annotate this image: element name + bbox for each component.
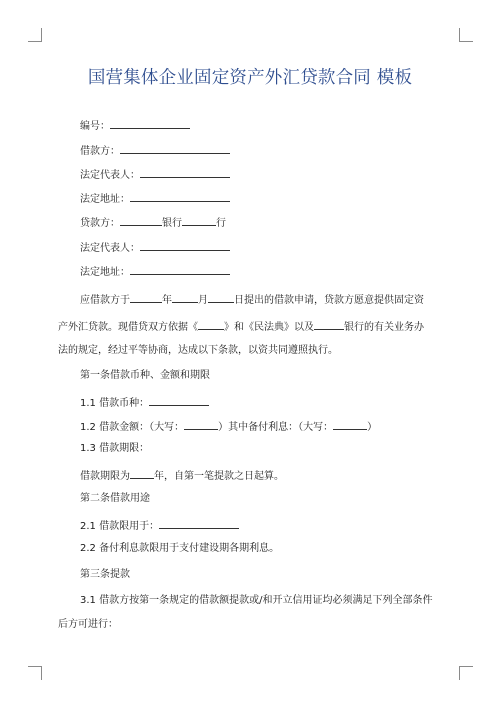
blank-line[interactable] bbox=[130, 190, 230, 202]
field-lender bbox=[80, 214, 226, 231]
blank-line[interactable] bbox=[172, 291, 198, 303]
blank-line[interactable] bbox=[159, 517, 239, 529]
preamble-text: 应借款方于 bbox=[80, 295, 130, 306]
blank-line[interactable] bbox=[314, 318, 344, 330]
blank-line[interactable] bbox=[182, 214, 216, 226]
clause-text: ）其中备付利息：（大写： bbox=[218, 422, 334, 433]
clause-text: ） bbox=[367, 422, 378, 433]
clause-text: 1.2 借款金额：（大写： bbox=[80, 422, 185, 433]
field-label: 编号： bbox=[80, 121, 110, 132]
blank-line[interactable] bbox=[333, 418, 367, 430]
blank-line[interactable] bbox=[198, 318, 224, 330]
field-label: 贷款方： bbox=[80, 218, 120, 229]
preamble-text: 年 bbox=[162, 295, 172, 306]
article-3-heading: 第三条提款 bbox=[80, 569, 130, 580]
blank-line[interactable] bbox=[184, 418, 218, 430]
article-1-item-2 bbox=[80, 418, 377, 435]
field-contract-number bbox=[80, 117, 190, 134]
clause-text: 年，自第一笔提款之日起算。 bbox=[154, 471, 284, 482]
clause-text: 1.1 借款币种： bbox=[80, 398, 150, 409]
field-label: 法定代表人： bbox=[80, 243, 140, 254]
article-1-heading: 第一条借款币种、金额和期限 bbox=[80, 370, 210, 381]
field-label: 法定地址： bbox=[80, 267, 130, 278]
field-label: 法定代表人： bbox=[80, 170, 140, 181]
clause-text: 借款期限为 bbox=[80, 471, 130, 482]
blank-line[interactable] bbox=[120, 142, 230, 154]
document-title: 国营集体企业固定资产外汇贷款合同 模板 bbox=[87, 68, 413, 88]
crop-mark-top-left bbox=[28, 28, 42, 42]
blank-line[interactable] bbox=[130, 291, 162, 303]
field-label: 行 bbox=[216, 218, 226, 229]
preamble-line-1 bbox=[80, 291, 424, 308]
article-3-item-1-line-2: 后方可进行： bbox=[58, 619, 118, 630]
blank-line[interactable] bbox=[120, 214, 162, 226]
preamble-text: 》和《民法典》以及 bbox=[224, 322, 314, 333]
preamble-text: 产外汇贷款。现借贷双方依据《 bbox=[58, 322, 198, 333]
blank-line[interactable] bbox=[140, 166, 230, 178]
blank-line[interactable] bbox=[130, 263, 230, 275]
field-label: 法定地址： bbox=[80, 194, 130, 205]
field-borrower-legal-rep bbox=[80, 166, 230, 183]
crop-mark-bottom-right bbox=[459, 666, 473, 680]
blank-line[interactable] bbox=[130, 467, 154, 479]
preamble-text: 月 bbox=[198, 295, 208, 306]
article-1-term bbox=[80, 467, 284, 484]
preamble-text: 日提出的借款申请，贷款方愿意提供固定资 bbox=[234, 295, 424, 306]
crop-mark-top-right bbox=[459, 28, 473, 42]
article-2-item-2: 2.2 备付利息款限用于支付建设期各期利息。 bbox=[80, 543, 280, 554]
field-borrower-address bbox=[80, 190, 230, 207]
preamble-line-3: 法的规定，经过平等协商，达成以下条款，以资共同遵照执行。 bbox=[58, 345, 338, 356]
field-lender-legal-rep bbox=[80, 239, 230, 256]
preamble-text: 银行的有关业务办 bbox=[344, 322, 424, 333]
article-2-heading: 第二条借款用途 bbox=[80, 493, 150, 504]
field-lender-address bbox=[80, 263, 230, 280]
field-label: 借款方： bbox=[80, 146, 120, 157]
article-1-item-3: 1.3 借款期限： bbox=[80, 443, 150, 454]
field-borrower bbox=[80, 142, 230, 159]
article-2-item-1 bbox=[80, 517, 239, 534]
clause-text: 2.1 借款限用于： bbox=[80, 521, 160, 532]
article-3-item-1-line-1: 3.1 借款方按第一条规定的借款额提款或/和开立信用证均必须满足下列全部条件 bbox=[80, 595, 433, 606]
crop-mark-bottom-left bbox=[28, 666, 42, 680]
blank-line[interactable] bbox=[140, 239, 230, 251]
blank-line[interactable] bbox=[110, 117, 190, 129]
blank-line[interactable] bbox=[208, 291, 234, 303]
preamble-line-2 bbox=[58, 318, 424, 335]
field-label: 银行 bbox=[162, 218, 182, 229]
article-1-item-1 bbox=[80, 394, 209, 411]
blank-line[interactable] bbox=[149, 394, 209, 406]
